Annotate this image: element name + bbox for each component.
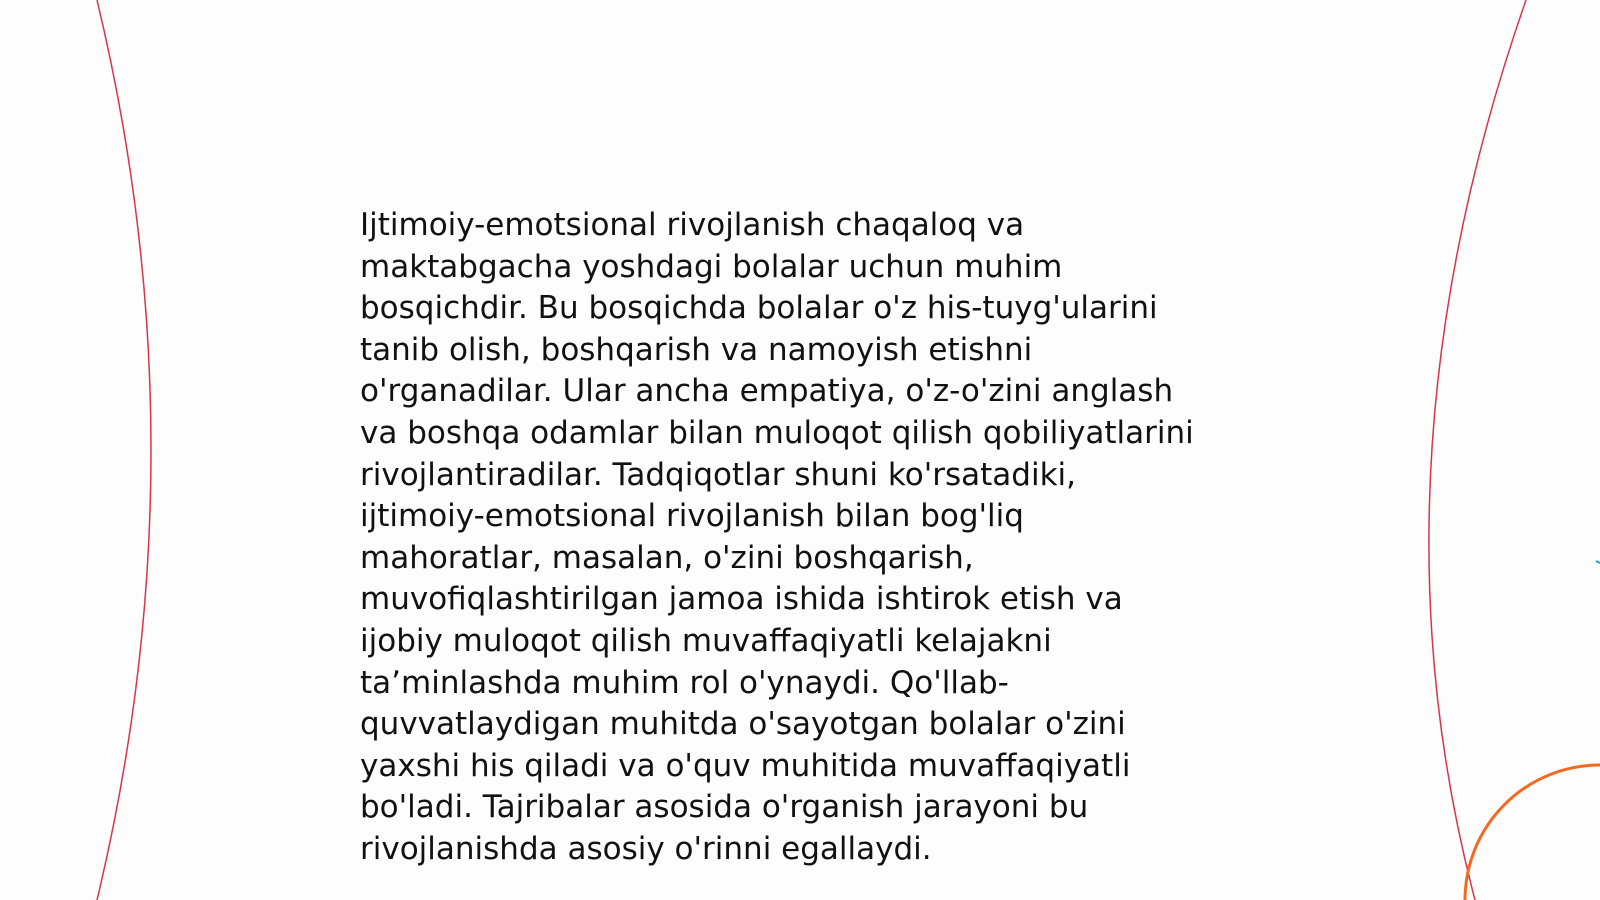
body-line-6: va boshqa odamlar bilan muloqot qilish qobiliyatlarini [360, 414, 1194, 451]
body-line-9: mahoratlar, masalan, o'zini boshqarish, [360, 539, 974, 576]
orange-circle-outline [1465, 765, 1600, 900]
body-paragraph [360, 205, 1260, 871]
body-line-2: maktabgacha yoshdagi bolalar uchun muhim [360, 248, 1063, 285]
body-line-11: ijobiy muloqot qilish muvaffaqiyatli kelajakni [360, 622, 1052, 659]
left-red-curve [97, 0, 151, 900]
body-line-12: ta’minlashda muhim rol o'ynaydi. Qo'llab- [360, 664, 1009, 701]
body-line-3: bosqichdir. Bu bosqichda bolalar o'z his-tuyg'ularini [360, 290, 1158, 327]
body-line-13: quvvatlaydigan muhitda o'sayotgan bolalar o'zini [360, 706, 1126, 743]
body-line-5: o'rganadilar. Ular ancha empatiya, o'z-o'zini anglash [360, 373, 1174, 410]
body-line-7: rivojlantiradilar. Tadqiqotlar shuni ko'rsatadiki, [360, 456, 1076, 493]
teal-accent-mark [1596, 561, 1600, 563]
body-line-4: tanib olish, boshqarish va namoyish etishni [360, 331, 1033, 368]
body-line-8: ijtimoiy-emotsional rivojlanish bilan bog'liq [360, 498, 1024, 535]
body-line-14: yaxshi his qiladi va o'quv muhitida muvaffaqiyatli [360, 747, 1131, 784]
body-line-10: muvofiqlashtirilgan jamoa ishida ishtirok etish va [360, 581, 1123, 618]
body-line-15: bo'ladi. Tajribalar asosida o'rganish jarayoni bu [360, 789, 1089, 826]
body-line-16: rivojlanishda asosiy o'rinni egallaydi. [360, 830, 932, 867]
body-line-1: Ijtimoiy-emotsional rivojlanish chaqaloq va [360, 207, 1025, 243]
right-red-curve [1429, 0, 1526, 900]
